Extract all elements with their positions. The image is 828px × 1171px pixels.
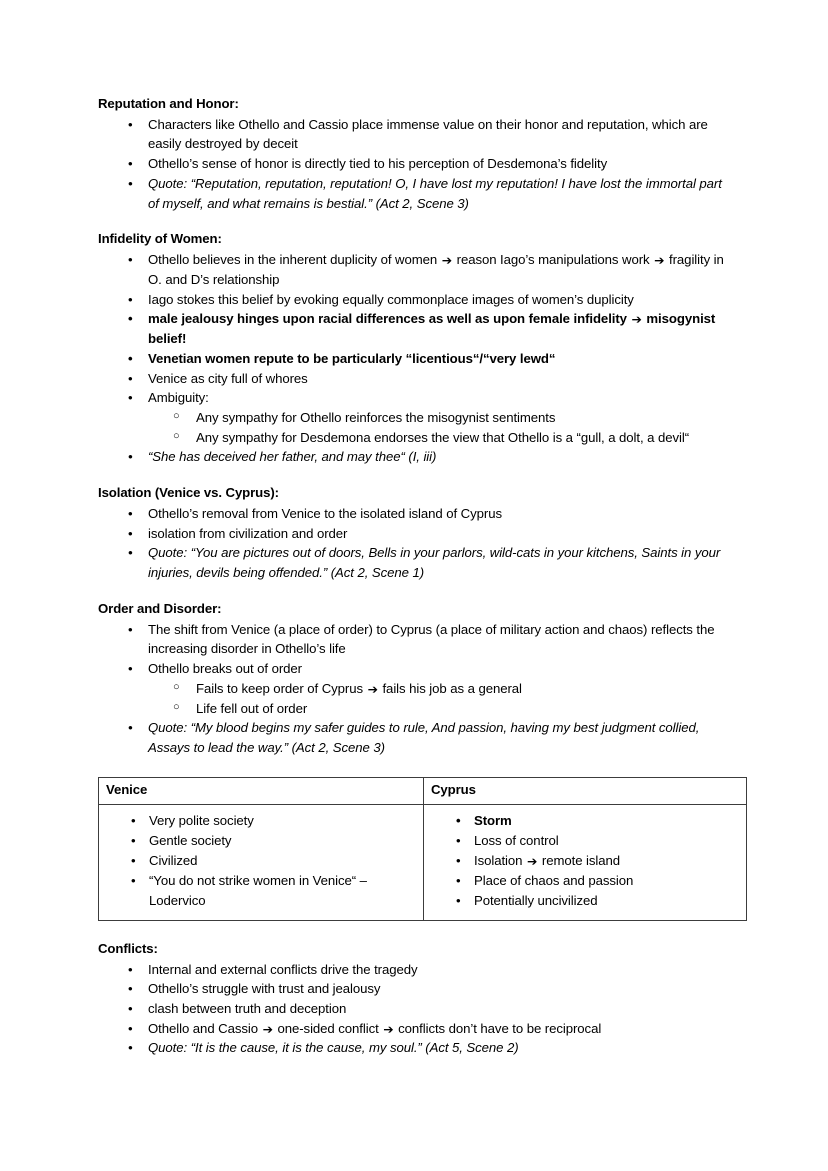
table-header-row: [99, 777, 747, 804]
table-row: [99, 804, 747, 920]
sub-bullet-item: [98, 408, 730, 428]
bullet-item: [98, 349, 730, 369]
bullet-icon: •: [128, 1001, 133, 1017]
bullet-icon: •: [128, 156, 133, 172]
bullet-icon: •: [128, 370, 133, 386]
bullet-list: [98, 115, 730, 214]
arrow-icon: ➔: [262, 1021, 273, 1037]
sub-bullet-item: [98, 428, 730, 448]
table-header-cyprus: Cyprus: [424, 777, 747, 804]
bullet-item: [98, 309, 730, 348]
bullet-text: Characters like Othello and Cassio place immense value on their honor and reputation, which are easily destroyed by deceit: [148, 116, 708, 152]
bullet-icon: •: [128, 390, 133, 406]
bullet-icon: •: [128, 525, 133, 541]
table-item-text: Potentially uncivilized: [474, 892, 598, 908]
arrow-icon: ➔: [526, 853, 538, 869]
table-item-text: Place of chaos and passion: [474, 872, 634, 888]
bullet-text: Any sympathy for Othello reinforces the misogynist sentiments: [196, 410, 556, 426]
arrow-icon: ➔: [654, 252, 665, 268]
bullet-text: isolation from civilization and order: [148, 525, 348, 541]
hollow-bullet-icon: ○: [173, 410, 180, 423]
bullet-text: Othello’s sense of honor is directly tied to his perception of Desdemona’s fidelity: [148, 156, 608, 172]
table-list-item: [99, 831, 419, 851]
bullet-list: [98, 250, 730, 467]
bullet-list: [98, 504, 730, 583]
hollow-bullet-icon: ○: [173, 429, 180, 442]
bullet-item: [98, 290, 730, 310]
bullet-item: [98, 1038, 730, 1058]
section-heading: Infidelity of Women:: [98, 231, 222, 247]
bullet-text: Iago stokes this belief by evoking equally commonplace images of women’s duplicity: [148, 291, 634, 307]
bullet-text: clash between truth and deception: [148, 1001, 347, 1017]
bullet-text: “She has deceived her father, and may thee“ (I, iii): [148, 449, 437, 465]
bullet-text: Internal and external conflicts drive the tragedy: [148, 961, 418, 977]
bullet-item: [98, 388, 730, 408]
bullet-item: [98, 718, 730, 757]
bullet-icon: •: [456, 832, 461, 848]
bullet-item: [98, 504, 730, 524]
bullet-icon: •: [128, 545, 133, 561]
table-header: [99, 777, 747, 804]
bullet-icon: •: [128, 505, 133, 521]
bullet-text: Othello’s struggle with trust and jealousy: [148, 981, 381, 997]
section-heading: Isolation (Venice vs. Cyprus):: [98, 485, 279, 501]
section-heading: Order and Disorder:: [98, 600, 222, 616]
table-list-item: [424, 891, 742, 911]
arrow-icon: ➔: [383, 1021, 394, 1037]
bullet-item: [98, 1019, 730, 1039]
bullet-icon: •: [128, 291, 133, 307]
bullet-icon: •: [456, 892, 461, 908]
bullet-text: Othello breaks out of order: [148, 661, 302, 677]
table-item-text: Gentle society: [149, 832, 232, 848]
table-list-item: [99, 871, 419, 911]
bullet-item: [98, 174, 730, 213]
bullet-icon: •: [128, 175, 133, 191]
bullet-item: [98, 115, 730, 154]
sub-bullet-item: [98, 699, 730, 719]
bullet-item: [98, 620, 730, 659]
bullet-text: Othello’s removal from Venice to the isolated island of Cyprus: [148, 505, 502, 521]
table-body: [99, 804, 747, 920]
bullet-icon: •: [128, 449, 133, 465]
section: [98, 230, 730, 467]
section-heading: Reputation and Honor:: [98, 96, 239, 111]
bullet-text: Othello believes in the inherent duplicity of women ➔ reason Iago’s manipulations work ➔ fragility in O. and D’s relationship: [148, 252, 724, 287]
hollow-bullet-icon: ○: [173, 680, 180, 693]
bullet-icon: •: [128, 252, 133, 268]
bullet-icon: •: [131, 832, 136, 848]
bullet-item: [98, 447, 730, 467]
section: [98, 484, 730, 583]
section: [98, 95, 730, 213]
bullet-icon: •: [456, 812, 461, 828]
hollow-bullet-icon: ○: [173, 700, 180, 713]
bullet-icon: •: [131, 872, 136, 888]
table-cell-cyprus: [424, 804, 747, 920]
table-list-item: [424, 871, 742, 891]
bullet-item: [98, 543, 730, 582]
venice-list: [99, 811, 419, 911]
bullet-text: Venetian women repute to be particularly “licentious“/“very lewd“: [148, 350, 556, 366]
bullet-item: [98, 999, 730, 1019]
bullet-text: Quote: “My blood begins my safer guides to rule, And passion, having my best judgment collied, Assays to lead the way.” (Act 2, Scene 3): [148, 720, 700, 756]
bullet-text: Fails to keep order of Cyprus ➔ fails his job as a general: [196, 681, 522, 696]
bullet-icon: •: [128, 661, 133, 677]
bullet-icon: •: [128, 981, 133, 997]
table-cell-venice: [99, 804, 424, 920]
bullet-icon: •: [131, 852, 136, 868]
conflicts-list: [98, 960, 730, 1059]
bullet-icon: •: [128, 311, 133, 327]
table-header-venice: Venice: [99, 777, 424, 804]
table-item-text: Isolation ➔ remote island: [474, 853, 620, 868]
bullet-text: Quote: “You are pictures out of doors, Bells in your parlors, wild-cats in your kitchens, Saints in your injuries, devils being offended.” (Act 2, Scene 1): [148, 545, 721, 581]
bullet-icon: •: [131, 812, 136, 828]
bullet-item: [98, 524, 730, 544]
bullet-icon: •: [456, 852, 461, 868]
bullet-item: [98, 154, 730, 174]
sub-bullet-item: [98, 679, 730, 699]
bullet-text: Venice as city full of whores: [148, 370, 308, 386]
bullet-item: [98, 659, 730, 679]
cyprus-list: [424, 811, 742, 911]
table-list-item: [424, 811, 742, 831]
bullet-icon: •: [128, 1040, 133, 1056]
bullet-item: [98, 250, 730, 289]
bullet-icon: •: [128, 720, 133, 736]
bullet-icon: •: [128, 350, 133, 366]
table-item-text: Storm: [474, 812, 512, 828]
table-list-item: [424, 831, 742, 851]
arrow-icon: ➔: [367, 681, 378, 697]
arrow-icon: ➔: [631, 311, 642, 327]
bullet-text: Ambiguity:: [148, 390, 209, 406]
venice-cyprus-table: [98, 777, 747, 921]
section: [98, 600, 730, 758]
table-list-item: [99, 811, 419, 831]
table-item-text: “You do not strike women in Venice“ – Lodervico: [149, 872, 367, 908]
document-content: [98, 95, 730, 1058]
bullet-text: Othello and Cassio ➔ one-sided conflict ➔ conflicts don’t have to be reciprocal: [148, 1021, 601, 1036]
table-item-text: Very polite society: [149, 812, 254, 828]
bullet-text: male jealousy hinges upon racial differences as well as upon female infidelity ➔ misogynist belief!: [148, 311, 716, 347]
section-heading-conflicts: Conflicts:: [98, 940, 158, 956]
bullet-text: The shift from Venice (a place of order) to Cyprus (a place of military action and chaos) reflects the increasing disorder in Othello’s life: [148, 621, 715, 657]
bullet-item: [98, 369, 730, 389]
bullet-icon: •: [128, 1020, 133, 1036]
bullet-text: Quote: “It is the cause, it is the cause, my soul.” (Act 5, Scene 2): [148, 1040, 519, 1056]
bullet-text: Life fell out of order: [196, 700, 308, 716]
sections-container: [98, 95, 730, 758]
venice-cyprus-table-wrapper: [98, 777, 730, 921]
table-list-item: [424, 851, 742, 871]
bullet-icon: •: [456, 872, 461, 888]
table-list-item: [99, 851, 419, 871]
section-conflicts: [98, 940, 730, 1058]
arrow-icon: ➔: [441, 252, 453, 268]
bullet-icon: •: [128, 621, 133, 637]
bullet-list: [98, 620, 730, 758]
bullet-item: [98, 960, 730, 980]
bullet-item: [98, 979, 730, 999]
table-item-text: Civilized: [149, 852, 198, 868]
table-item-text: Loss of control: [474, 832, 559, 848]
bullet-icon: •: [128, 961, 133, 977]
bullet-icon: •: [128, 116, 133, 132]
bullet-text: Any sympathy for Desdemona endorses the view that Othello is a “gull, a dolt, a devil“: [196, 429, 690, 445]
bullet-text: Quote: “Reputation, reputation, reputation! O, I have lost my reputation! I have lost the immortal part of myself, and what remains is bestial.” (Act 2, Scene 3): [148, 175, 722, 211]
